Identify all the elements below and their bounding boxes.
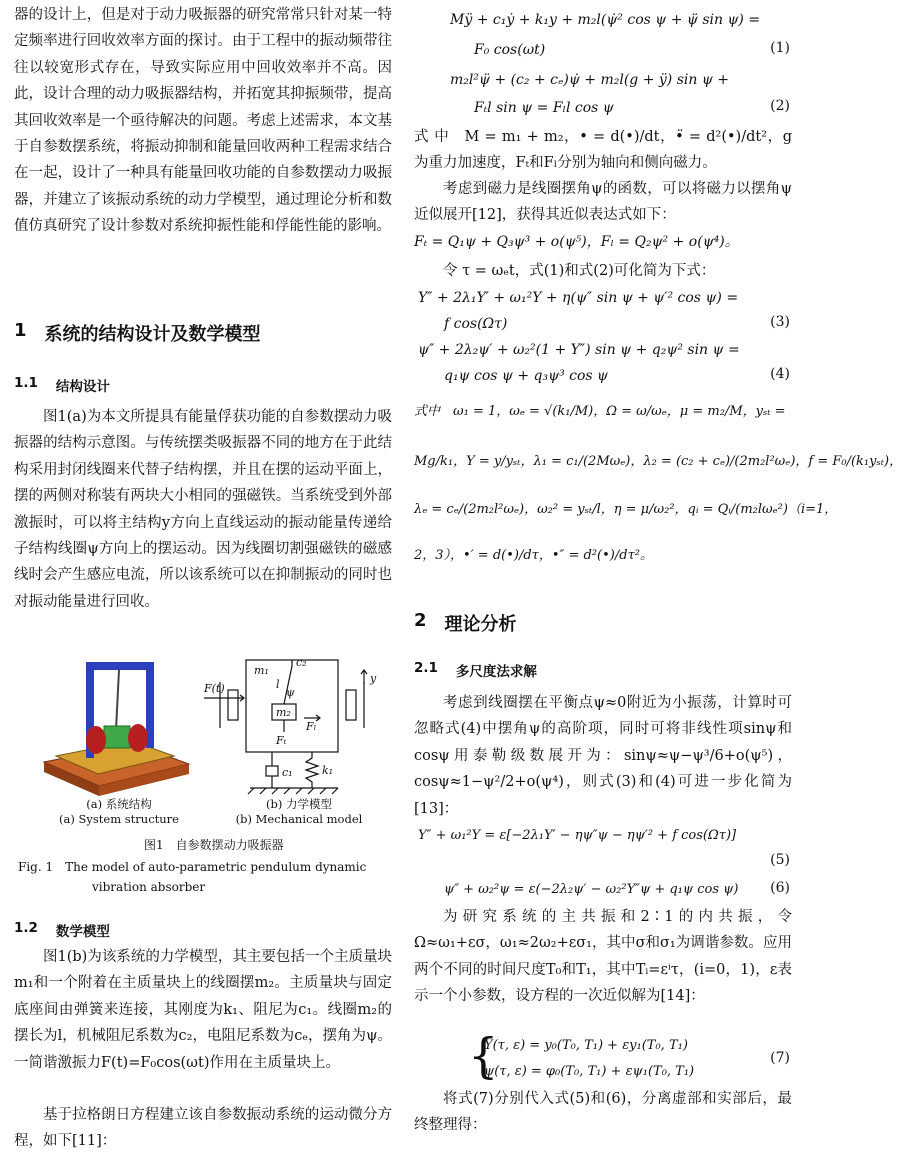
- label-l: l: [276, 678, 280, 691]
- tau-paragraph: 令 τ = ωₑt，式(1)和式(2)可化简为下式：: [443, 263, 716, 279]
- label-m1: m₁: [254, 664, 269, 677]
- label-force: F(t): [204, 682, 225, 695]
- section-1-2-paragraph-2: 基于拉格朗日方程建立该自参数振动系统的运动微分方程，如下[11]：: [14, 1107, 392, 1150]
- equation-1-number: (1): [770, 40, 790, 56]
- label-m2: m₂: [276, 706, 291, 719]
- figure-caption-en-line1: Fig. 1 The model of auto-parametric pendulum dynamic: [18, 860, 367, 874]
- section-1-1-paragraph: 图1(a)为本文所提具有能量俘获功能的自参数摆动力吸振器的结构示意图。与传统摆类吸振器不同的地方在于此结构采用封闭线圈来代替子结构摆，并且在摆的运动平面上，摆的两侧对称装有两块大小相同的强磁铁。当系统受到外部激振时，可以将主结构y方向上直线运动的振动能量传递给子结构线圈ψ方向上的摆运动。因为线圈切割强磁铁的磁感线时会产生感应电流，所以该系统可以在抑制振动的同时也对振动能量进行回收。: [14, 409, 392, 610]
- intro-paragraph: 器的设计上，但是对于动力吸振器的研究常常只针对某一特定频率进行回收效率方面的探讨。由于工程中的振动频带往往以较宽形式存在，导致实际应用中回收效率并不高。因此，设计合理的动力吸振器结构，并拓宽其抑振频带，提高其回收效率是一个亟待解决的问题。考虑上述需求，本文基于自参数摆系统，将振动抑制和能量回收两种工程需求结合在一起，设计了一种具有能量回收功能的自参数摆动力吸振器，并建立了该振动系统的动力学模型，通过理论分析和数值仿真研究了设计参数对系统抑振性能和俘能性能的影响。: [14, 7, 392, 235]
- equation-3-line-b: f cos(Ωτ): [444, 316, 508, 332]
- figure-1: [14, 652, 392, 832]
- fig-sub-b: [214, 797, 384, 827]
- where-clause-2-line-b: Mg/k₁，Y = y/yₛₜ，λ₁ = c₁/(2Mωₑ)，λ₂ = (c₂ + cₑ)/(2m₂l²ωₑ)，f = F₀/(k₁yₛₜ)，: [414, 454, 902, 469]
- equation-7-brace: {: [468, 1028, 499, 1084]
- equation-6: ψ″ + ω₂²ψ = ε(−2λ₂ψ′ − ω₂²Y″ψ + q₁ψ cos ψ): [444, 882, 739, 897]
- label-Fl: Fₗ: [306, 720, 317, 733]
- equation-2-number: (2): [770, 98, 790, 114]
- equation-4-line-a: ψ″ + 2λ₂ψ′ + ω₂²(1 + Y″) sin ψ + q₂ψ² sin ψ =: [418, 342, 740, 358]
- equation-1-line-b: F₀ cos(ωt): [474, 42, 546, 58]
- equation-4-line-b: q₁ψ cos ψ + q₃ψ³ cos ψ: [444, 368, 609, 384]
- label-c1: c₁: [282, 766, 293, 779]
- system-structure-illustration: [44, 662, 189, 796]
- where-clause-1: 式 中 M = m₁ + m₂，• = d(•)/dt，•̈ = d²(•)/dt²，g为重力加速度，Fₜ和Fₗ分别为轴向和侧向磁力。: [414, 129, 792, 172]
- section-1-2-title: 数学模型: [55, 924, 110, 940]
- section-1-1-number: 1.1: [14, 375, 38, 391]
- section-2-1-number: 2.1: [414, 660, 438, 676]
- equation-3-number: (3): [770, 314, 790, 330]
- final-paragraph: 将式(7)分别代入式(5)和(6)，分离虚部和实部后，最终整理得：: [414, 1091, 792, 1134]
- label-k1: k₁: [322, 764, 334, 777]
- equation-7-line-b: ψ(τ, ε) = φ₀(T₀, T₁) + εψ₁(T₀, T₁): [484, 1064, 695, 1079]
- section-2-1-title: 多尺度法求解: [455, 664, 537, 680]
- label-psi: ψ: [286, 686, 295, 699]
- label-c2: c₂: [296, 656, 307, 669]
- section-1-1-title: 结构设计: [55, 379, 110, 395]
- force-expansion-equation: Fₜ = Q₁ψ + Q₃ψ³ + o(ψ⁵)，Fₗ = Q₂ψ² + o(ψ⁴)。: [414, 234, 739, 250]
- equation-7-number: (7): [770, 1050, 790, 1066]
- equation-3-line-a: Y″ + 2λ₁Y′ + ω₁²Y + η(ψ″ sin ψ + ψ′² cos ψ) =: [418, 290, 739, 306]
- fig-sub-a-cn: (a) 系统结构: [86, 797, 152, 811]
- section-2-title: 理论分析: [444, 614, 517, 635]
- section-1-1-heading: [14, 375, 392, 395]
- section-2-number: 2: [414, 610, 427, 631]
- equation-6-number: (6): [770, 880, 790, 896]
- section-1-title: 系统的结构设计及数学模型: [44, 324, 261, 345]
- section-1-2-heading: [14, 920, 392, 940]
- fig-sub-b-cn: (b) 力学模型: [266, 797, 332, 811]
- equation-5-number: (5): [770, 852, 790, 868]
- magnetic-force-paragraph: 考虑到磁力是线圈摆角ψ的函数，可以将磁力以摆角ψ近似展开[12]，获得其近似表达式如下：: [414, 181, 792, 224]
- right-column: [414, 0, 902, 1169]
- fig-sub-a: [54, 797, 184, 827]
- equation-2-line-b: Fₜl sin ψ = Fₗl cos ψ: [474, 100, 614, 116]
- equation-1-line-a: Mÿ + c₁ẏ + k₁y + m₂l(ψ̇² cos ψ + ψ̈ sin ψ) =: [450, 12, 761, 28]
- section-1-2-number: 1.2: [14, 920, 38, 936]
- equation-7-line-a: Y(τ, ε) = y₀(T₀, T₁) + εy₁(T₀, T₁): [484, 1038, 688, 1053]
- section-1-number: 1: [14, 320, 27, 341]
- figure-caption-cn: 图1 自参数摆动力吸振器: [144, 838, 284, 852]
- section-2-1-heading: [414, 660, 792, 680]
- label-Ft: Fₜ: [276, 734, 287, 747]
- where-clause-2-line-c: λₑ = cₑ/(2m₂l²ωₑ)，ω₂² = yₛₜ/l，η = μ/ω₂²，qᵢ = Qᵢ/(m₂lωₑ²)（i=1，: [414, 502, 838, 517]
- time-scale-paragraph: 为研究系统的主共振和2∶1的内共振，令Ω≈ω₁+εσ，ω₁≈2ω₂+εσ₁，其中σ和σ₁为调谐参数。应用两个不同的时间尺度T₀和T₁，其中Tᵢ=εⁱτ，(i=0，1)，ε表示一个小参数，设方程的一次近似解为[14]：: [414, 909, 792, 1005]
- fig-sub-a-en: (a) System structure: [59, 812, 179, 826]
- left-column: [14, 0, 392, 1169]
- equation-2-line-a: m₂l²ψ̈ + (c₂ + cₑ)ψ̇ + m₂l(g + ÿ) sin ψ +: [450, 72, 729, 88]
- figure-caption-en-line2: vibration absorber: [92, 880, 206, 894]
- section-2-heading: [414, 610, 792, 636]
- section-1-2-paragraph: 图1(b)为该系统的力学模型，其主要包括一个主质量块m₁和一个附着在主质量块上的线圈摆m₂。主质量块与固定底座间由弹簧来连接，其刚度为k₁、阻尼为c₁。线圈m₂的摆长为l，机械阻尼系数为c₂，电阻尼系数为cₑ，摆角为ψ。一简谐激振力F(t)=F₀cos(ωt)作用在主质量块上。: [14, 949, 392, 1071]
- section-2-1-paragraph: 考虑到线圈摆在平衡点ψ≈0附近为小振荡，计算时可忽略式(4)中摆角ψ的高阶项，同时可将非线性项sinψ和cosψ用泰勒级数展开为：sinψ≈ψ−ψ³/6+o(ψ⁵)，cosψ≈1−ψ²/2+o(ψ⁴)，则式(3)和(4)可进一步化简为[13]：: [414, 695, 792, 817]
- where-clause-2-line-a: 式中 ω₁ = 1，ωₑ = √(k₁/M)，Ω = ω/ωₑ，μ = m₂/M，yₛₜ =: [414, 404, 786, 419]
- equation-5: Y″ + ω₁²Y = ε[−2λ₁Y′ − ηψ″ψ − ηψ′² + f cos(Ωτ)]: [418, 828, 737, 843]
- equation-4-number: (4): [770, 366, 790, 382]
- fig-sub-b-en: (b) Mechanical model: [235, 812, 363, 826]
- where-clause-2-line-d: 2，3），•′ = d(•)/dτ，•″ = d²(•)/dτ²。: [414, 548, 653, 563]
- label-y: y: [370, 672, 377, 685]
- section-1-heading: [14, 320, 392, 346]
